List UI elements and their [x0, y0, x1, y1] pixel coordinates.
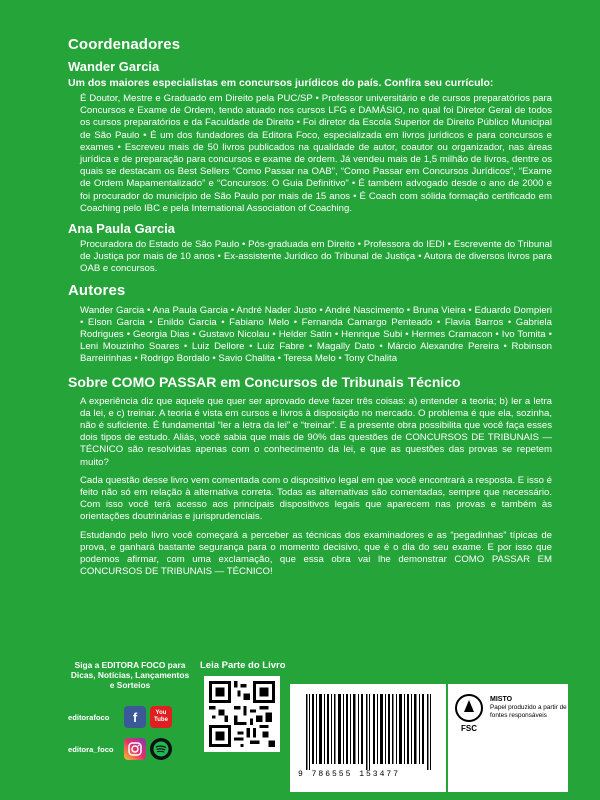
wander-bio: É Doutor, Mestre e Graduado em Direito pela PUC/SP • Professor universitário e de cursos preparatórios para Concursos e Exame de Ordem, tendo atuado nos cursos LFG e DAMÁSIO, no qual foi Diretor Geral de todos os cursos preparatórios e da Faculdade de Direito • Foi diretor da Escola Superior de Direito Público Municipal de São Paulo • É um dos fundadores da Editora Foco, especializada em livros jurídicos e para concursos e exames • Escreveu mais de 50 livros publicados na qualidade de autor, coautor ou organizador, nas áreas jurídica e de preparação para concursos e exame de ordem. Já vendeu mais de 1,5 milhão de livros, dentre os quais se destacam os Best Sellers “Como Passar na OAB”, “Como Passar em Concursos Jurídicos”, “Exame de Ordem Mapamentalizado” e “Concursos: O Guia Definitivo” • É também advogado desde o ano de 2000 e foi procurador do município de São Paulo por mais de 15 anos • É Coach com sólida formação certificado em Coaching pelo IBC e pela International Association of Coaching. [80, 93, 552, 214]
facebook-icon[interactable]: f [124, 706, 146, 728]
fsc-label [448, 684, 568, 792]
barcode-bars [304, 694, 434, 770]
sobre-paragraph-3: Estudando pelo livro você começará a perceber as técnicas dos examinadores e as “pegadinhas” típicas de prova, e ganhará bastante segurança para o momento decisivo, que é o dia do seu exame. E por isso que podemos afirmar, com uma exclamação, que essa obra vai lhe demonstrar COMO PASSAR EM CONCURSOS DE TRIBUNAIS — TÉCNICO! [80, 529, 552, 578]
autores-list: Wander Garcia • Ana Paula Garcia • André Nader Justo • André Nascimento • Bruna Vieira • Eduardo Dompieri • Elson Garcia • Enildo Garcia • Fabiano Melo • Fernanda Camargo Penteado • Flavia Barros • Gabriela Rodrigues • Georgia Dias • Gustavo Nicolau • Helder Satin • Henrique Subi • Hermes Cramacon • Ivo Tomita • Leni Mouzinho Soares • Luiz Dellore • Luiz Fabre • Magally Dato • Márcio Alexandre Pereira • Robinson Barreirinhas • Rodrigo Bordalo • Savio Chalita • Teresa Melo • Tony Chalita [80, 304, 552, 365]
sobre-paragraph-1: A experiência diz que aquele que quer ser aprovado deve fazer três coisas: a) entender a teoria; b) ler a letra da lei, e c) treinar. A teoria é vista em cursos e livros à disposição no mercado. O problema é que ela, sozinha, não é suficiente. É fundamental “ler a letra da lei” e “treinar”. E a presente obra possibilita que você faça esses dois tipos de estudo. Aliás, você sabia que mais de 90% das questões de CONCURSOS DE TRIBUNAIS — TÉCNICO são resolvidas apenas com o conhecimento da lei, e que as questões das provas se repetem muito? [80, 395, 552, 468]
barcode-number: 9 786555 153477 [298, 770, 401, 779]
fsc-description: Papel produzido a partir de fontes responsáveis [490, 704, 567, 719]
instagram-icon[interactable] [124, 738, 146, 760]
instagram-handle: editora_foco [68, 744, 114, 754]
ana-bio: Procuradora do Estado de São Paulo • Pós-graduada em Direito • Professora do IEDI • Escrevente do Tribunal de Justiça por mais de 10 anos • Ex-assistente Jurídico do Tribunal de Justiça • Autora de diversos livros para OAB e concursos. [80, 239, 552, 275]
qr-code[interactable] [204, 676, 280, 752]
coordenadores-heading: Coordenadores [68, 36, 181, 53]
footer [68, 660, 568, 780]
sobre-paragraph-2: Cada questão desse livro vem comentada com o dispositivo legal em que você encontrará a resposta. E isso é feito não só em relação à alternativa correta. Todas as alternativas são comentadas, sempre que necessário. Com isso você terá acesso aos principais dispositivos legais que aparecem nas provas e também às orientações doutrinárias e jurisprudenciais. [80, 474, 552, 523]
autores-heading: Autores [68, 281, 126, 299]
leia-parte-label: Leia Parte do Livro [200, 660, 286, 671]
barcode [290, 684, 446, 792]
ana-name: Ana Paula Garcia [68, 221, 175, 237]
wander-lead: Um dos maiores especialistas em concursos jurídicos do país. Confira seu currículo: [68, 77, 494, 89]
fsc-logo-text: FSC [461, 724, 477, 733]
youtube-text-1: You [155, 710, 167, 716]
fsc-logo [454, 694, 484, 733]
instagram-row [68, 736, 198, 762]
spotify-icon[interactable] [150, 738, 172, 760]
facebook-handle: editorafoco [68, 712, 110, 722]
follow-text: Siga a EDITORA FOCO para Dicas, Notícias, Lançamentos e Sorteios [70, 660, 190, 690]
wander-name: Wander Garcia [68, 59, 160, 74]
youtube-icon[interactable] [150, 706, 172, 728]
youtube-text-2: Tube [154, 717, 168, 723]
main-text [68, 36, 552, 585]
fsc-mixed: MISTO [490, 696, 513, 703]
fsc-tree-icon [455, 694, 483, 722]
sobre-heading: Sobre COMO PASSAR em Concursos de Tribunais Técnico [68, 373, 461, 390]
fsc-text [490, 696, 568, 720]
facebook-row [68, 704, 198, 730]
